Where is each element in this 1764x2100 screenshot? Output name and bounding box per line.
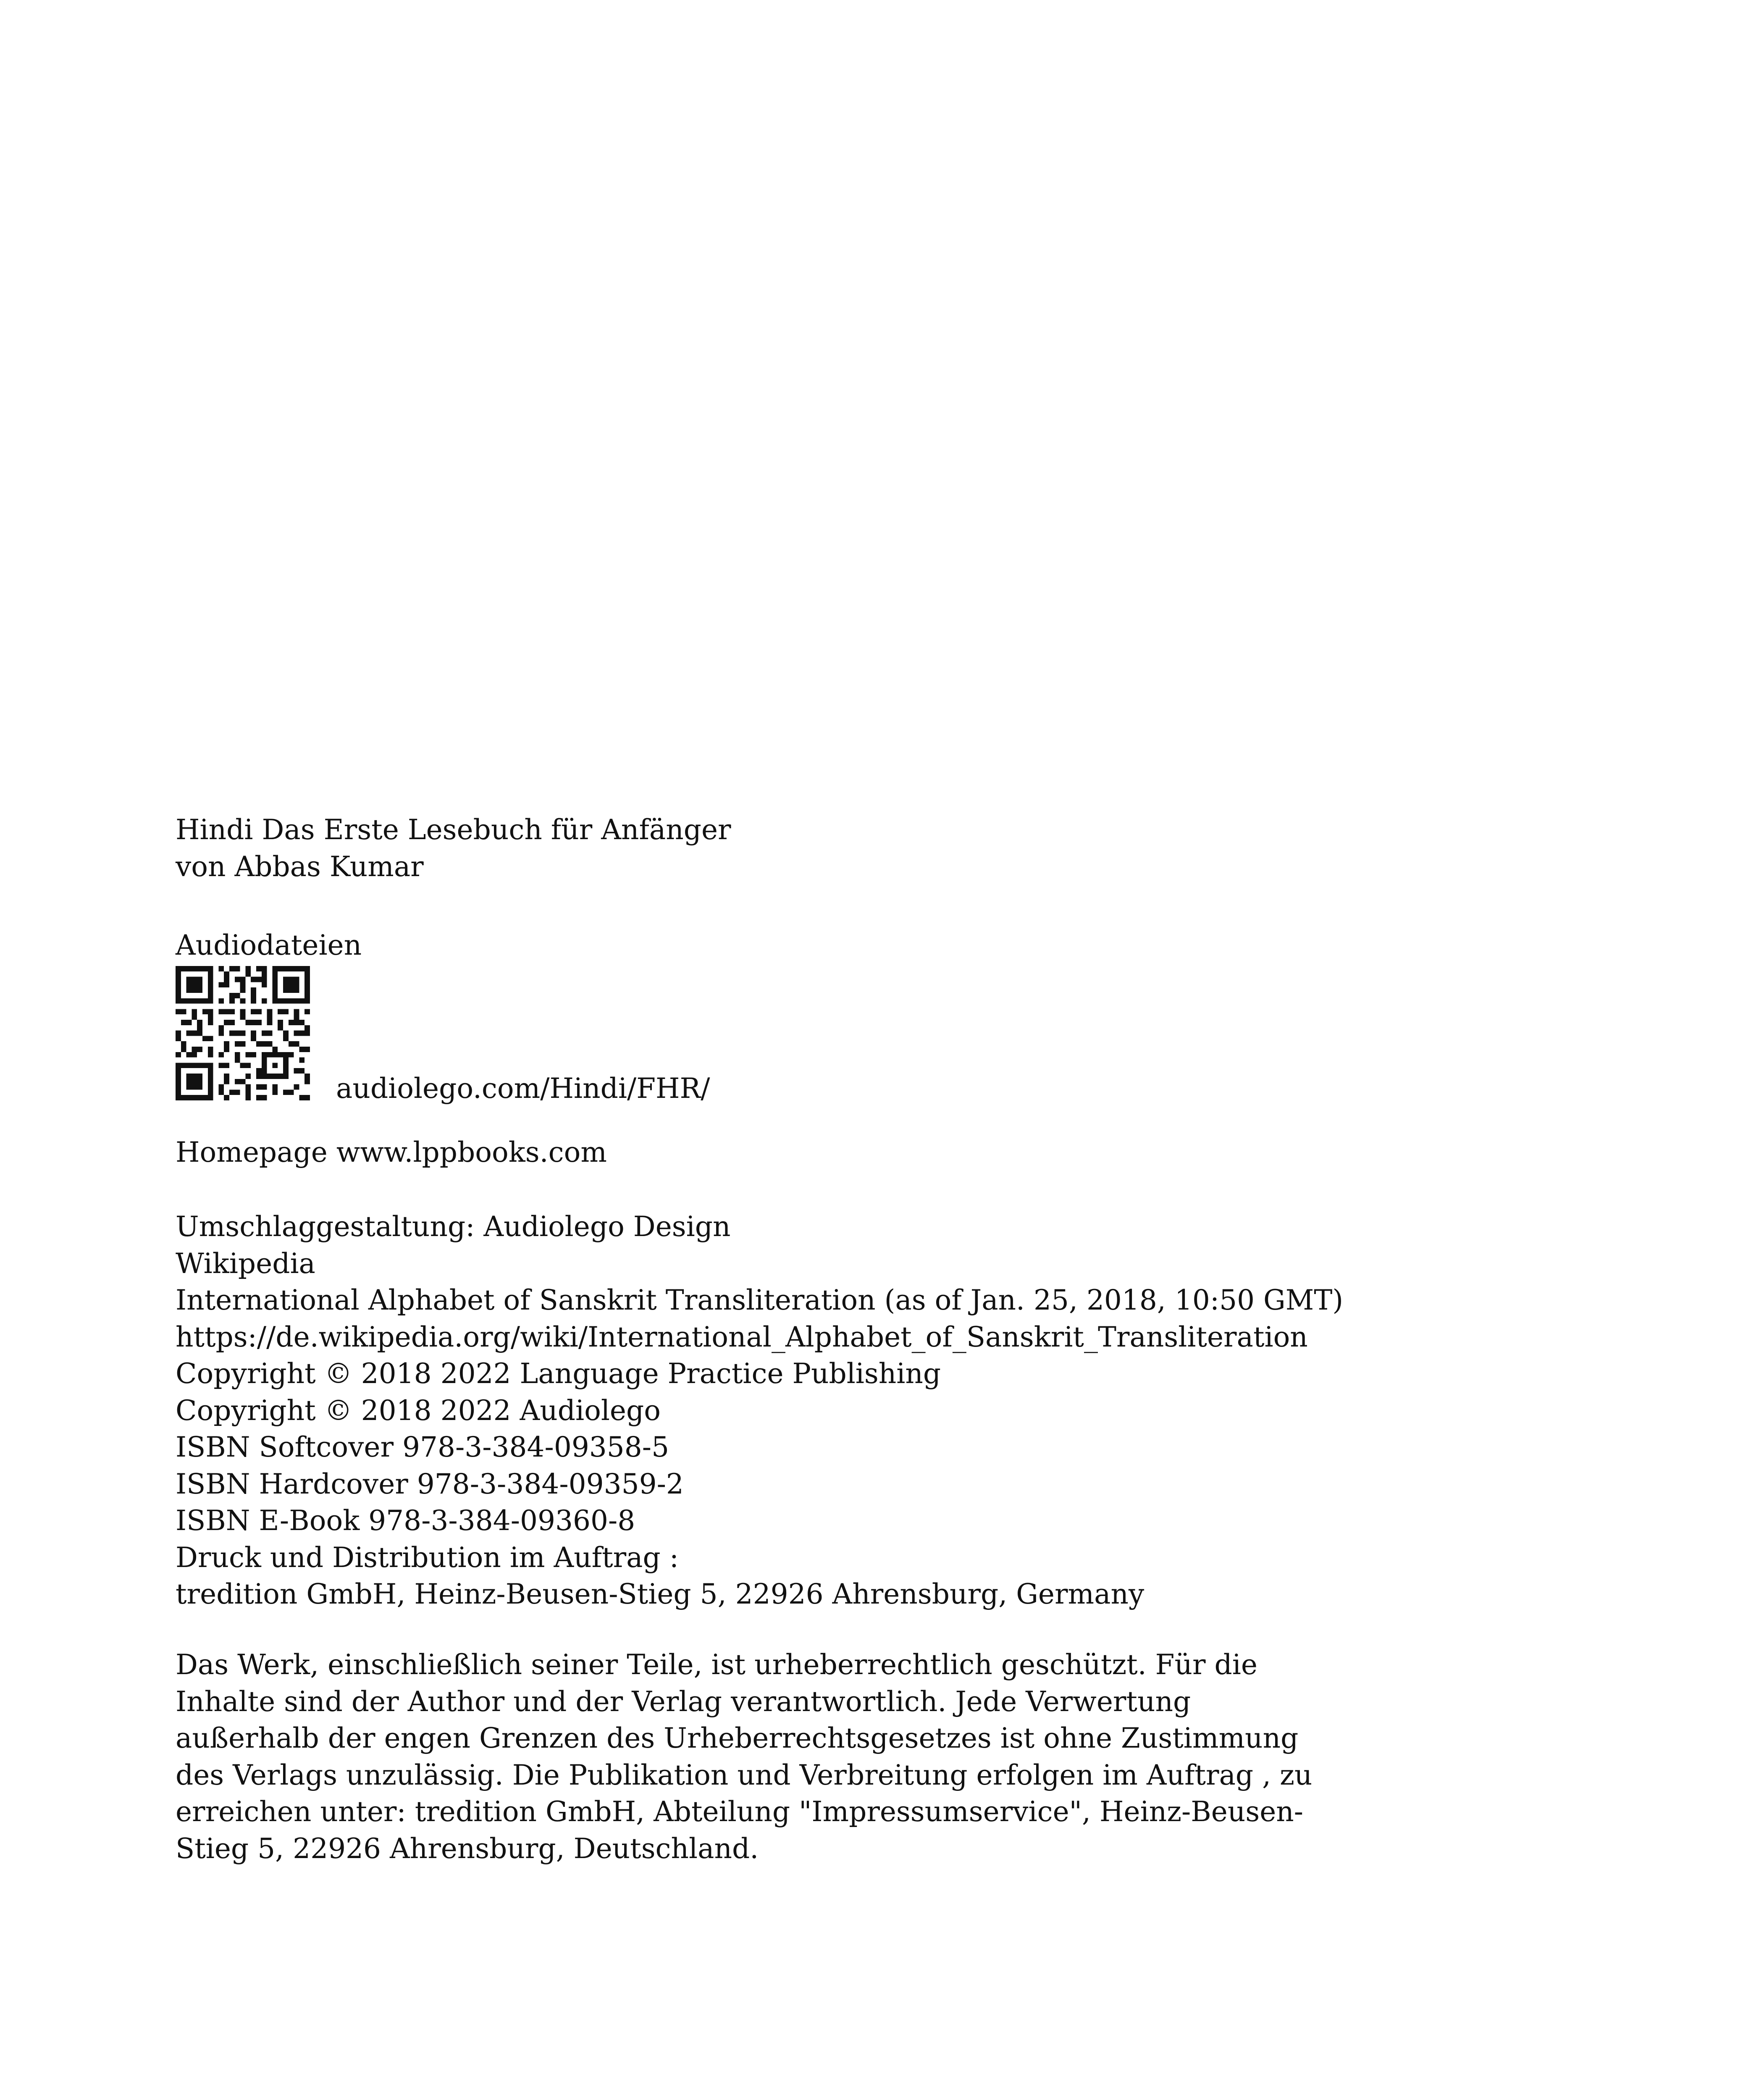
notice-line: des Verlags unzulässig. Die Publikation und Verbreitung erfolgen im Auftrag , zu bbox=[176, 1759, 1312, 1791]
homepage-line bbox=[176, 1134, 607, 1171]
book-info bbox=[176, 811, 731, 885]
credit-iast-title: International Alphabet of Sanskrit Transliteration (as of Jan. 25, 2018, 10:50 GMT) bbox=[176, 1284, 1344, 1316]
notice-line: außerhalb der engen Grenzen des Urheberrechtsgesetzes ist ohne Zustimmung bbox=[176, 1722, 1299, 1754]
isbn-softcover: ISBN Softcover 978-3-384-09358-5 bbox=[176, 1431, 669, 1463]
credit-iast-url: https://de.wikipedia.org/wiki/International_Alphabet_of_Sanskrit_Transliteration bbox=[176, 1320, 1308, 1353]
credit-wikipedia: Wikipedia bbox=[176, 1247, 315, 1280]
copyright-publisher: Copyright © 2018 2022 Language Practice Publishing bbox=[176, 1357, 941, 1390]
notice-line: Das Werk, einschließlich seiner Teile, ist urheberrechtlich geschützt. Für die bbox=[176, 1648, 1257, 1681]
copyright-audiolego: Copyright © 2018 2022 Audiolego bbox=[176, 1394, 661, 1427]
audio-qr-row bbox=[176, 966, 1016, 1105]
book-title: Hindi Das Erste Lesebuch für Anfänger bbox=[176, 814, 731, 846]
print-distribution-label: Druck und Distribution im Auftrag : bbox=[176, 1541, 679, 1574]
credits-block bbox=[176, 1208, 1343, 1613]
notice-line: Inhalte sind der Author und der Verlag verantwortlich. Jede Verwertung bbox=[176, 1685, 1191, 1718]
audio-url[interactable]: audiolego.com/Hindi/FHR/ bbox=[336, 1072, 710, 1105]
credit-cover-design: Umschlaggestaltung: Audiolego Design bbox=[176, 1210, 731, 1243]
qr-code-icon bbox=[176, 966, 310, 1100]
notice-line: erreichen unter: tredition GmbH, Abteilung "Impressumservice", Heinz-Beusen- bbox=[176, 1796, 1304, 1828]
audio-files-label bbox=[176, 927, 362, 964]
isbn-hardcover: ISBN Hardcover 978-3-384-09359-2 bbox=[176, 1467, 684, 1500]
isbn-ebook: ISBN E-Book 978-3-384-09360-8 bbox=[176, 1504, 635, 1537]
printer-address: tredition GmbH, Heinz-Beusen-Stieg 5, 22926 Ahrensburg, Germany bbox=[176, 1578, 1144, 1610]
homepage-text: Homepage www.lppbooks.com bbox=[176, 1136, 607, 1168]
notice-line: Stieg 5, 22926 Ahrensburg, Deutschland. bbox=[176, 1832, 759, 1865]
legal-notice bbox=[176, 1646, 1312, 1867]
book-author: von Abbas Kumar bbox=[176, 850, 424, 883]
audio-label-text: Audiodateien bbox=[176, 929, 362, 961]
